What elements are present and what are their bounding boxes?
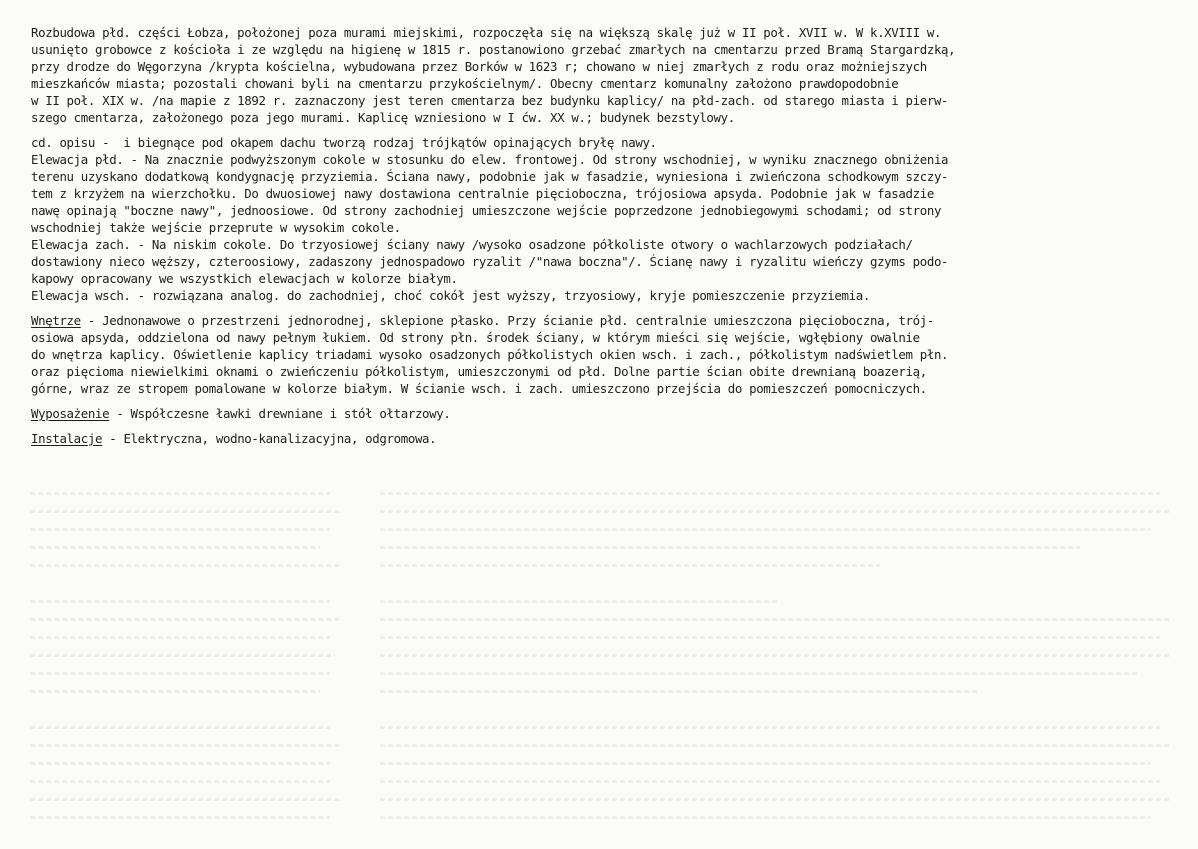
text-line: dostawiony nieco węższy, czteroosiowy, zadaszony jednospadowo ryzalit /"nawa boczna"/. Ścianę nawy i ryzalitu wieńczy gzyms podo- <box>31 254 949 269</box>
text-line: Rozbudowa płd. części Łobza, położonej poza murami miejskimi, rozpoczęła się na większą skalę już w II poł. XVII w. W k.XVIII w. <box>31 25 942 40</box>
text-line: usunięto grobowce z kościoła i ze względu na higienę w 1815 r. postanowiono grzebać zmarłych na cmentarzu przed Bramą Stargardzką, <box>31 42 956 57</box>
text-line: tem z krzyżem na wierzchołku. Do dwuosiowej nawy dostawiona centralnie pięcioboczna, trójosiowa apsyda. Podobnie jak w fasadzie <box>31 186 934 201</box>
text-line: w II poł. XIX w. /na mapie z 1892 r. zaznaczony jest teren cmentarza bez budynku kaplicy/ na płd-zach. od starego miasta i pierw- <box>31 93 949 108</box>
paragraph-furnishings <box>31 405 1171 422</box>
section-heading-installations: Instalacje <box>31 431 103 446</box>
reverse-side-bleed-through <box>20 470 1180 840</box>
paragraph-interior <box>31 312 1171 397</box>
text-line: kapowy opracowany we wszystkich elewacjach w kolorze białym. <box>31 271 458 286</box>
paragraph-elevations <box>31 134 1171 304</box>
section-heading-furnishings: Wyposażenie <box>31 406 110 421</box>
text-line <box>31 312 1171 329</box>
text-line: nawę opinają "boczne nawy", jednoosiowe. Od strony zachodniej umieszczone wejście poprzedzone jednobiegowymi schodami; od strony <box>31 203 942 218</box>
text-line: do wnętrza kaplicy. Oświetlenie kaplicy triadami wysoko osadzonych półkolistych okien wsch. i zach., półkolistym nadświetlem płn. <box>31 347 949 362</box>
text-line <box>31 430 1171 447</box>
section-heading-interior: Wnętrze <box>31 313 81 328</box>
text-segment: - Jednonawowe o przestrzeni jednorodnej, sklepione płasko. Przy ścianie płd. centralnie umieszczona pięcioboczna, trój- <box>80 313 934 328</box>
paragraph-installations <box>31 430 1171 447</box>
text-line: Elewacja zach. - Na niskim cokole. Do trzyosiowej ściany nawy /wysoko osadzone półkoliste otwory o wachlarzowych podziałach/ <box>31 237 913 252</box>
typewritten-text <box>31 24 1171 447</box>
text-segment: - Współczesne ławki drewniane i stół ołtarzowy. <box>109 406 451 421</box>
text-segment: - Elektryczna, wodno-kanalizacyjna, odgromowa. <box>102 431 437 446</box>
text-line: cd. opisu - i biegnące pod okapem dachu tworzą rodzaj trójkątów opinających bryłę nawy. <box>31 135 657 150</box>
text-line: wschodniej także wejście przeprute w wysokim cokole. <box>31 220 401 235</box>
text-line <box>31 405 1171 422</box>
paragraph-history <box>31 24 1171 126</box>
text-line: Elewacja płd. - Na znacznie podwyższonym cokole w stosunku do elew. frontowej. Od strony wschodniej, w wyniku znacznego obniżenia <box>31 152 949 167</box>
text-line: przy drodze do Węgorzyna /krypta kościelna, wybudowana przez Borków w 1623 r; chowano w niej zmarłych z rodu oraz możniejszych <box>31 59 927 74</box>
text-line: osiowa apsyda, oddzielona od nawy pełnym łukiem. Od strony płn. środek ściany, w którym mieści się wejście, wgłębiony owalnie <box>31 330 920 345</box>
text-line: mieszkańców miasta; pozostali chowani byli na cmentarzu przykościelnym/. Obecny cmentarz komunalny założono prawdopodobnie <box>31 76 899 91</box>
text-line: górne, wraz ze stropem pomalowane w kolorze białym. W ścianie wsch. i zach. umieszczono przejścia do pomieszczeń pomocniczych. <box>31 381 927 396</box>
text-line: oraz pięcioma niewielkimi oknami o zwieńczeniu półkolistym, umieszczonymi od płd. Dolne partie ścian obite drewnianą boazerią, <box>31 364 927 379</box>
text-line: Elewacja wsch. - rozwiązana analog. do zachodniej, choć cokół jest wyższy, trzyosiowy, kryje pomieszczenie przyziemia. <box>31 288 870 303</box>
text-line: terenu uzyskano dodatkową kondygnację przyziemia. Ściana nawy, podobnie jak w fasadzie, wyniesiona i zwieńczona schodkowym szczy- <box>31 169 949 184</box>
text-line: szego cmentarza, założonego poza jego murami. Kaplicę wzniesiono w I ćw. XX w.; budynek bezstylowy. <box>31 110 735 125</box>
